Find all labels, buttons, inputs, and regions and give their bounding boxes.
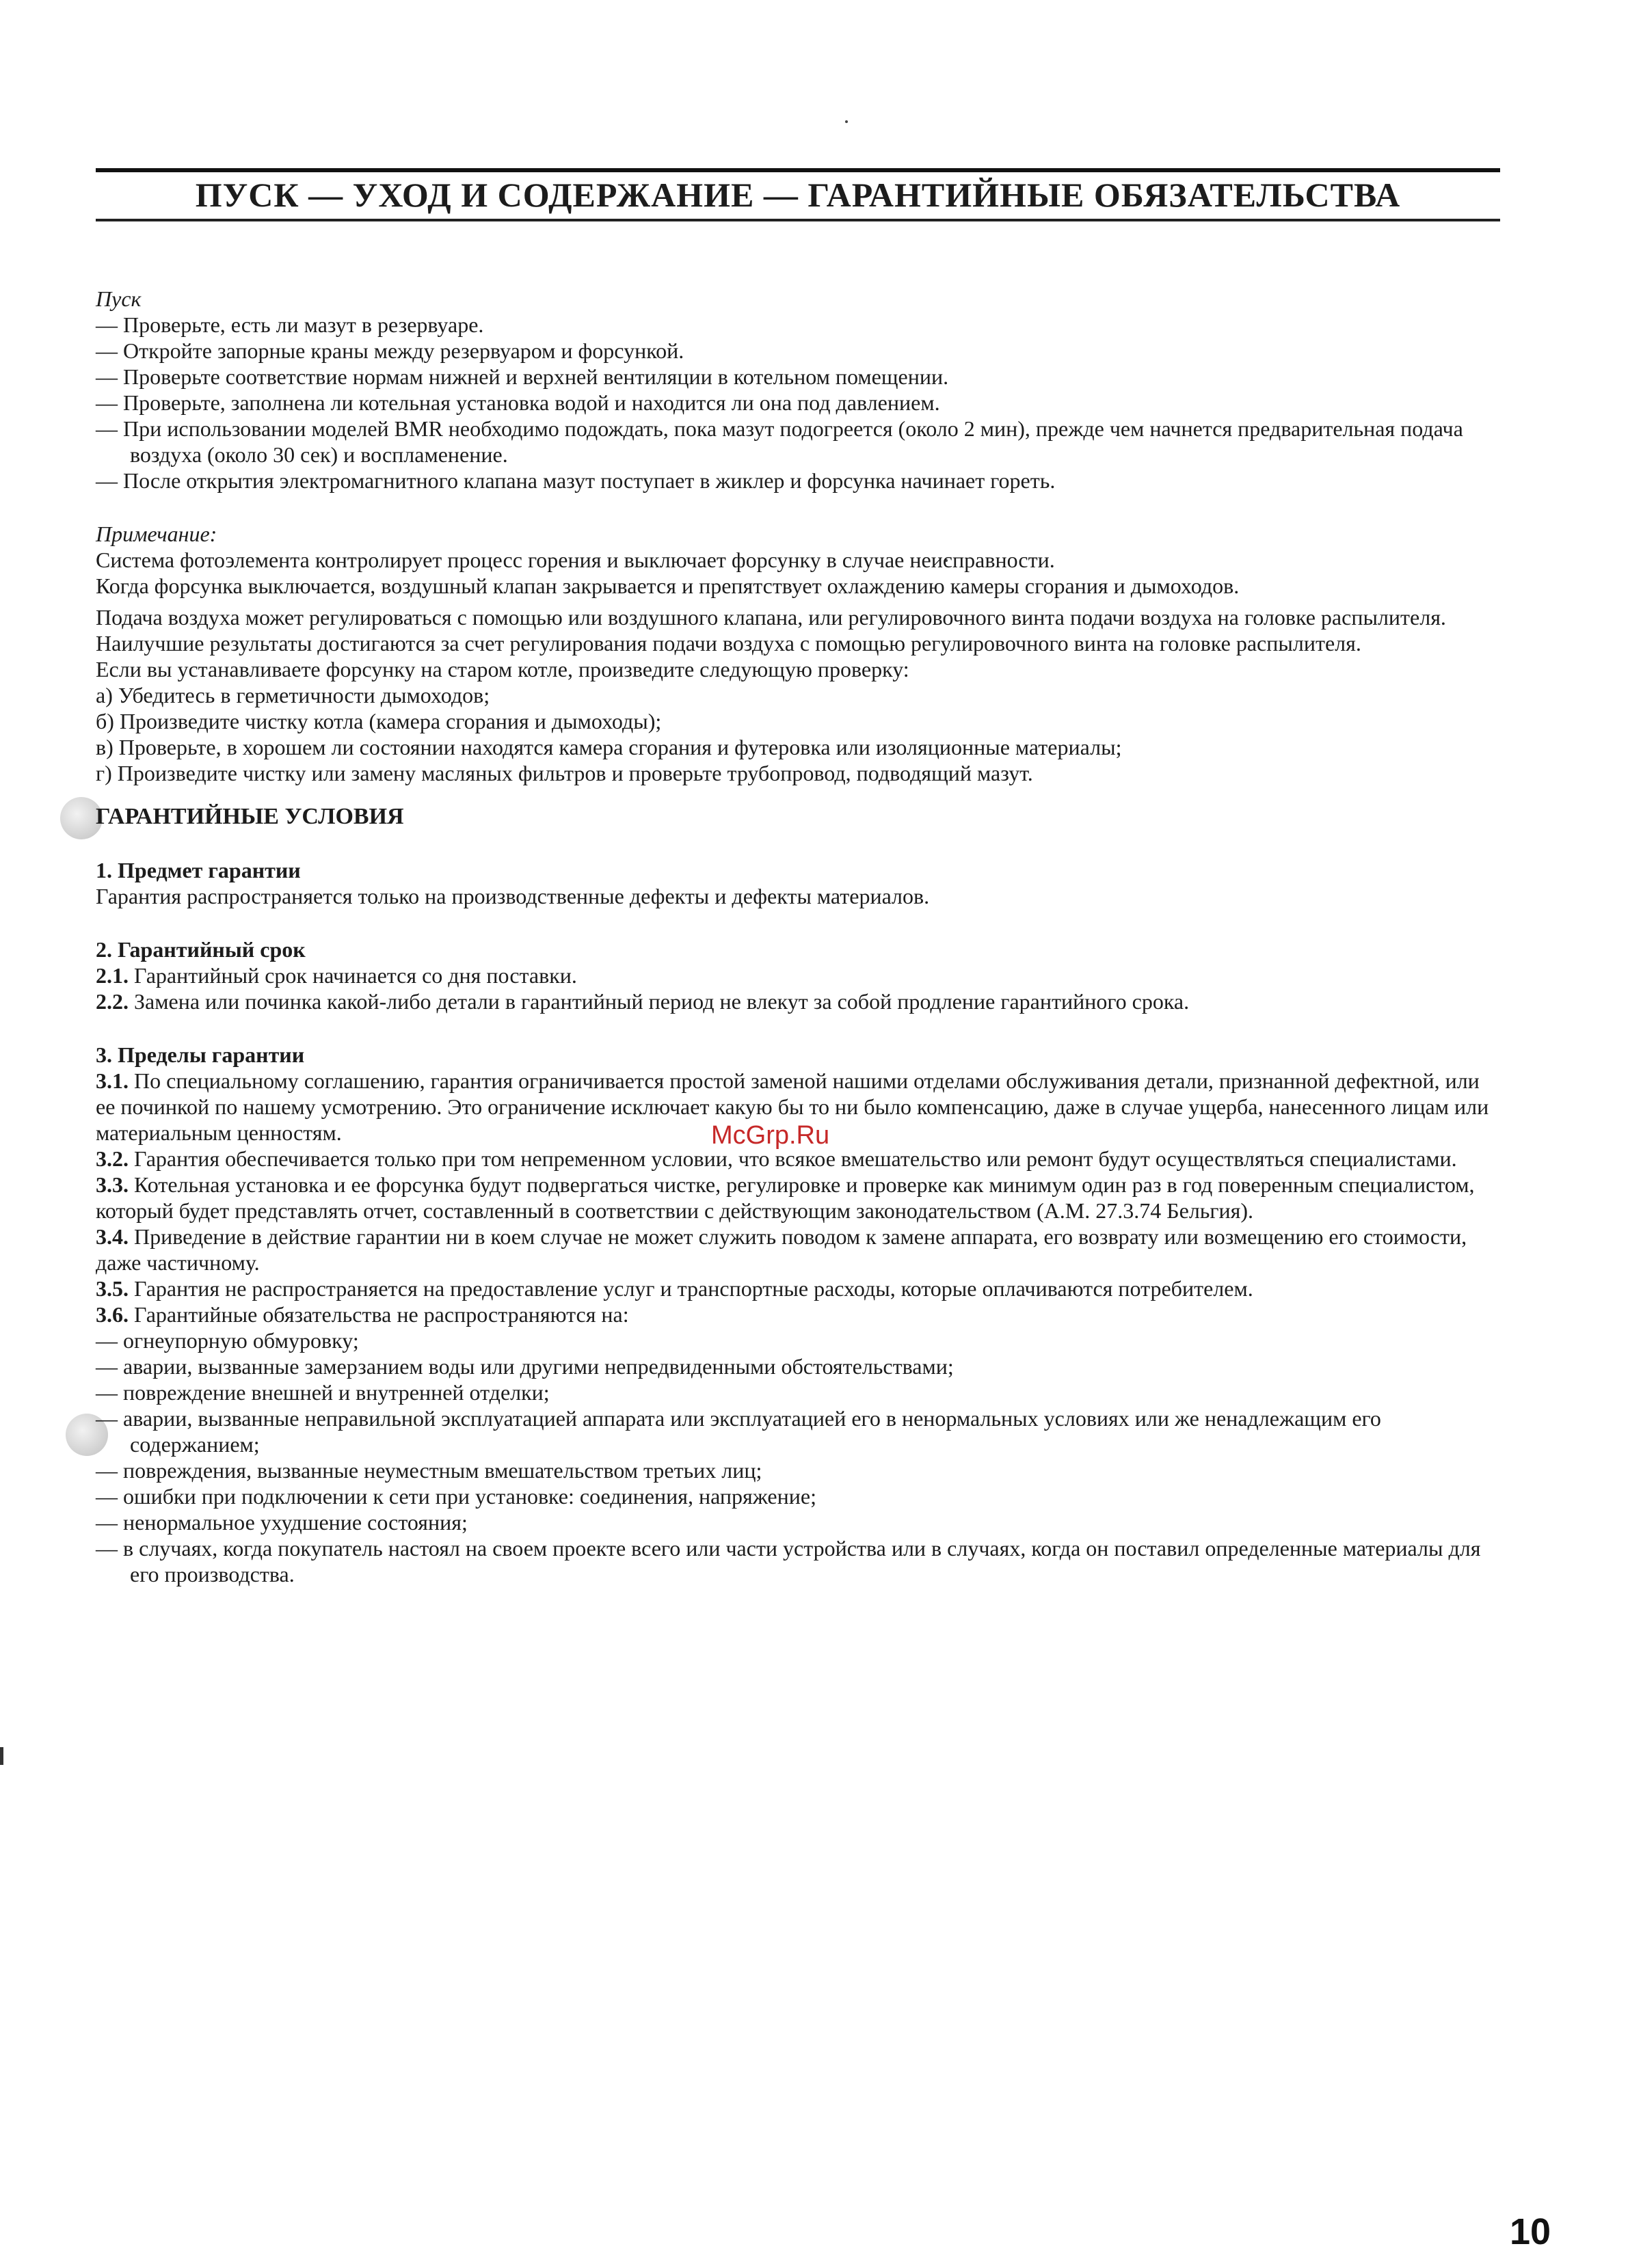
clause bbox=[96, 1301, 1504, 1327]
check-item: г) Произведите чистку или замену масляных фильтров и проверьте трубопровод, подводящий мазут. bbox=[96, 761, 1033, 785]
clause-text: Замена или починка какой-либо детали в гарантийный период не влекут за собой продление гарантийного срока. bbox=[134, 989, 1190, 1014]
clause-number: 3.1. bbox=[96, 1068, 129, 1093]
start-item: — После открытия электромагнитного клапана мазут поступает в жиклер и форсунка начинает гореть. bbox=[96, 468, 1056, 493]
section-title: 1. Предмет гарантии bbox=[96, 858, 301, 882]
exclusion-item: — огнеупорную обмуровку; bbox=[96, 1328, 359, 1353]
check-item: а) Убедитесь в герметичности дымоходов; bbox=[96, 683, 490, 707]
note-paragraph: Если вы устанавливаете форсунку на старом котле, произведите следующую проверку: bbox=[96, 657, 909, 681]
clause-number: 2.1. bbox=[96, 963, 129, 988]
clause-text: Гарантийные обязательства не распространяются на: bbox=[134, 1302, 629, 1327]
exclusion-item: — аварии, вызванные замерзанием воды или другими непредвиденными обстоятельствами; bbox=[96, 1354, 954, 1379]
scan-speck bbox=[845, 120, 848, 123]
exclusion-item: — аварии, вызванные неправильной эксплуатацией аппарата или эксплуатацией его в ненормальных условиях или же ненадлежащим его содержанием; bbox=[96, 1406, 1381, 1457]
note-paragraph: Система фотоэлемента контролирует процесс горения и выключает форсунку в случае неисправности. bbox=[96, 548, 1055, 572]
exclusion-item: — в случаях, когда покупатель настоял на своем проекте всего или части устройства или в случаях, когда он поставил определенные материалы для его производства. bbox=[96, 1536, 1481, 1587]
title-bottom-rule bbox=[96, 219, 1500, 221]
check-item: в) Проверьте, в хорошем ли состоянии находятся камера сгорания и футеровка или изоляционные материалы; bbox=[96, 735, 1122, 759]
clause bbox=[96, 988, 1504, 1014]
watermark: McGrp.Ru bbox=[711, 1121, 830, 1150]
start-item: — Проверьте, заполнена ли котельная установка водой и находится ли она под давлением. bbox=[96, 390, 940, 415]
page-title: ПУСК — УХОД И СОДЕРЖАНИЕ — ГАРАНТИЙНЫЕ ОБЯЗАТЕЛЬСТВА bbox=[195, 176, 1401, 214]
exclusion-item: — повреждение внешней и внутренней отделки; bbox=[96, 1380, 550, 1405]
check-item: б) Произведите чистку котла (камера сгорания и дымоходы); bbox=[96, 709, 662, 733]
clause-text: Приведение в действие гарантии ни в коем случае не может служить поводом к замене аппарата, его возврату или возмещению его стоимости, даже частичному. bbox=[96, 1224, 1467, 1275]
document-body bbox=[96, 286, 1504, 1587]
clause-text: Гарантия обеспечивается только при том непременном условии, что всякое вмешательство или ремонт будут осуществляться специалистами. bbox=[134, 1146, 1457, 1171]
clause-number: 2.2. bbox=[96, 989, 129, 1014]
clause-text: Котельная установка и ее форсунка будут подвергаться чистке, регулировке и проверке как минимум один раз в год поверенным специалистом, который будет представлять отчет, составленный в соответствии с действующим законодательством (A.M. 27.3.74 Бельгия). bbox=[96, 1172, 1475, 1223]
clause-number: 3.4. bbox=[96, 1224, 129, 1249]
clause-number: 3.3. bbox=[96, 1172, 129, 1197]
note-heading: Примечание: bbox=[96, 522, 217, 546]
warranty-heading: ГАРАНТИЙНЫЕ УСЛОВИЯ bbox=[96, 804, 404, 829]
clause-number: 3.2. bbox=[96, 1146, 129, 1171]
clause-number: 3.5. bbox=[96, 1276, 129, 1301]
start-heading: Пуск bbox=[96, 286, 142, 311]
clause-number: 3.6. bbox=[96, 1302, 129, 1327]
margin-mark bbox=[0, 1747, 3, 1765]
clause-text: Гарантийный срок начинается со дня поставки. bbox=[134, 963, 577, 988]
clause-text: По специальному соглашению, гарантия ограничивается простой заменой нашими отделами обслуживания детали, признанной дефектной, или ее починкой по нашему усмотрению. Это ограничение исключает какую бы то ни было компенсацию, даже в случае ущерба, нанесенного лицам или материальным ценностям. bbox=[96, 1068, 1489, 1145]
exclusion-item: — ненормальное ухудшение состояния; bbox=[96, 1510, 468, 1535]
clause bbox=[96, 1224, 1504, 1275]
section-text: Гарантия распространяется только на производственные дефекты и дефекты материалов. bbox=[96, 884, 930, 908]
page-number: 10 bbox=[1510, 2211, 1551, 2252]
section-title: 3. Пределы гарантии bbox=[96, 1042, 305, 1067]
start-item: — Проверьте, есть ли мазут в резервуаре. bbox=[96, 312, 484, 337]
clause bbox=[96, 962, 1504, 988]
start-item: — При использовании моделей BMR необходимо подождать, пока мазут подогреется (около 2 мин), прежде чем начнется предварительная подача воздуха (около 30 сек) и воспламенение. bbox=[96, 416, 1463, 467]
exclusion-item: — повреждения, вызванные неуместным вмешательством третьих лиц; bbox=[96, 1458, 762, 1483]
note-paragraph: Когда форсунка выключается, воздушный клапан закрывается и препятствует охлаждению камеры сгорания и дымоходов. bbox=[96, 573, 1240, 598]
start-item: — Проверьте соответствие нормам нижней и верхней вентиляции в котельном помещении. bbox=[96, 364, 949, 389]
clause bbox=[96, 1172, 1504, 1224]
note-paragraph: Наилучшие результаты достигаются за счет регулирования подачи воздуха с помощью регулировочного винта на головке распылителя. bbox=[96, 631, 1361, 656]
clause-text: Гарантия не распространяется на предоставление услуг и транспортные расходы, которые оплачиваются потребителем. bbox=[134, 1276, 1253, 1301]
note-paragraph: Подача воздуха может регулироваться с помощью или воздушного клапана, или регулировочного винта подачи воздуха на головке распылителя. bbox=[96, 605, 1446, 630]
section-title: 2. Гарантийный срок bbox=[96, 937, 306, 962]
clause bbox=[96, 1275, 1504, 1301]
start-item: — Откройте запорные краны между резервуаром и форсункой. bbox=[96, 338, 684, 363]
exclusion-item: — ошибки при подключении к сети при установке: соединения, напряжение; bbox=[96, 1484, 816, 1509]
